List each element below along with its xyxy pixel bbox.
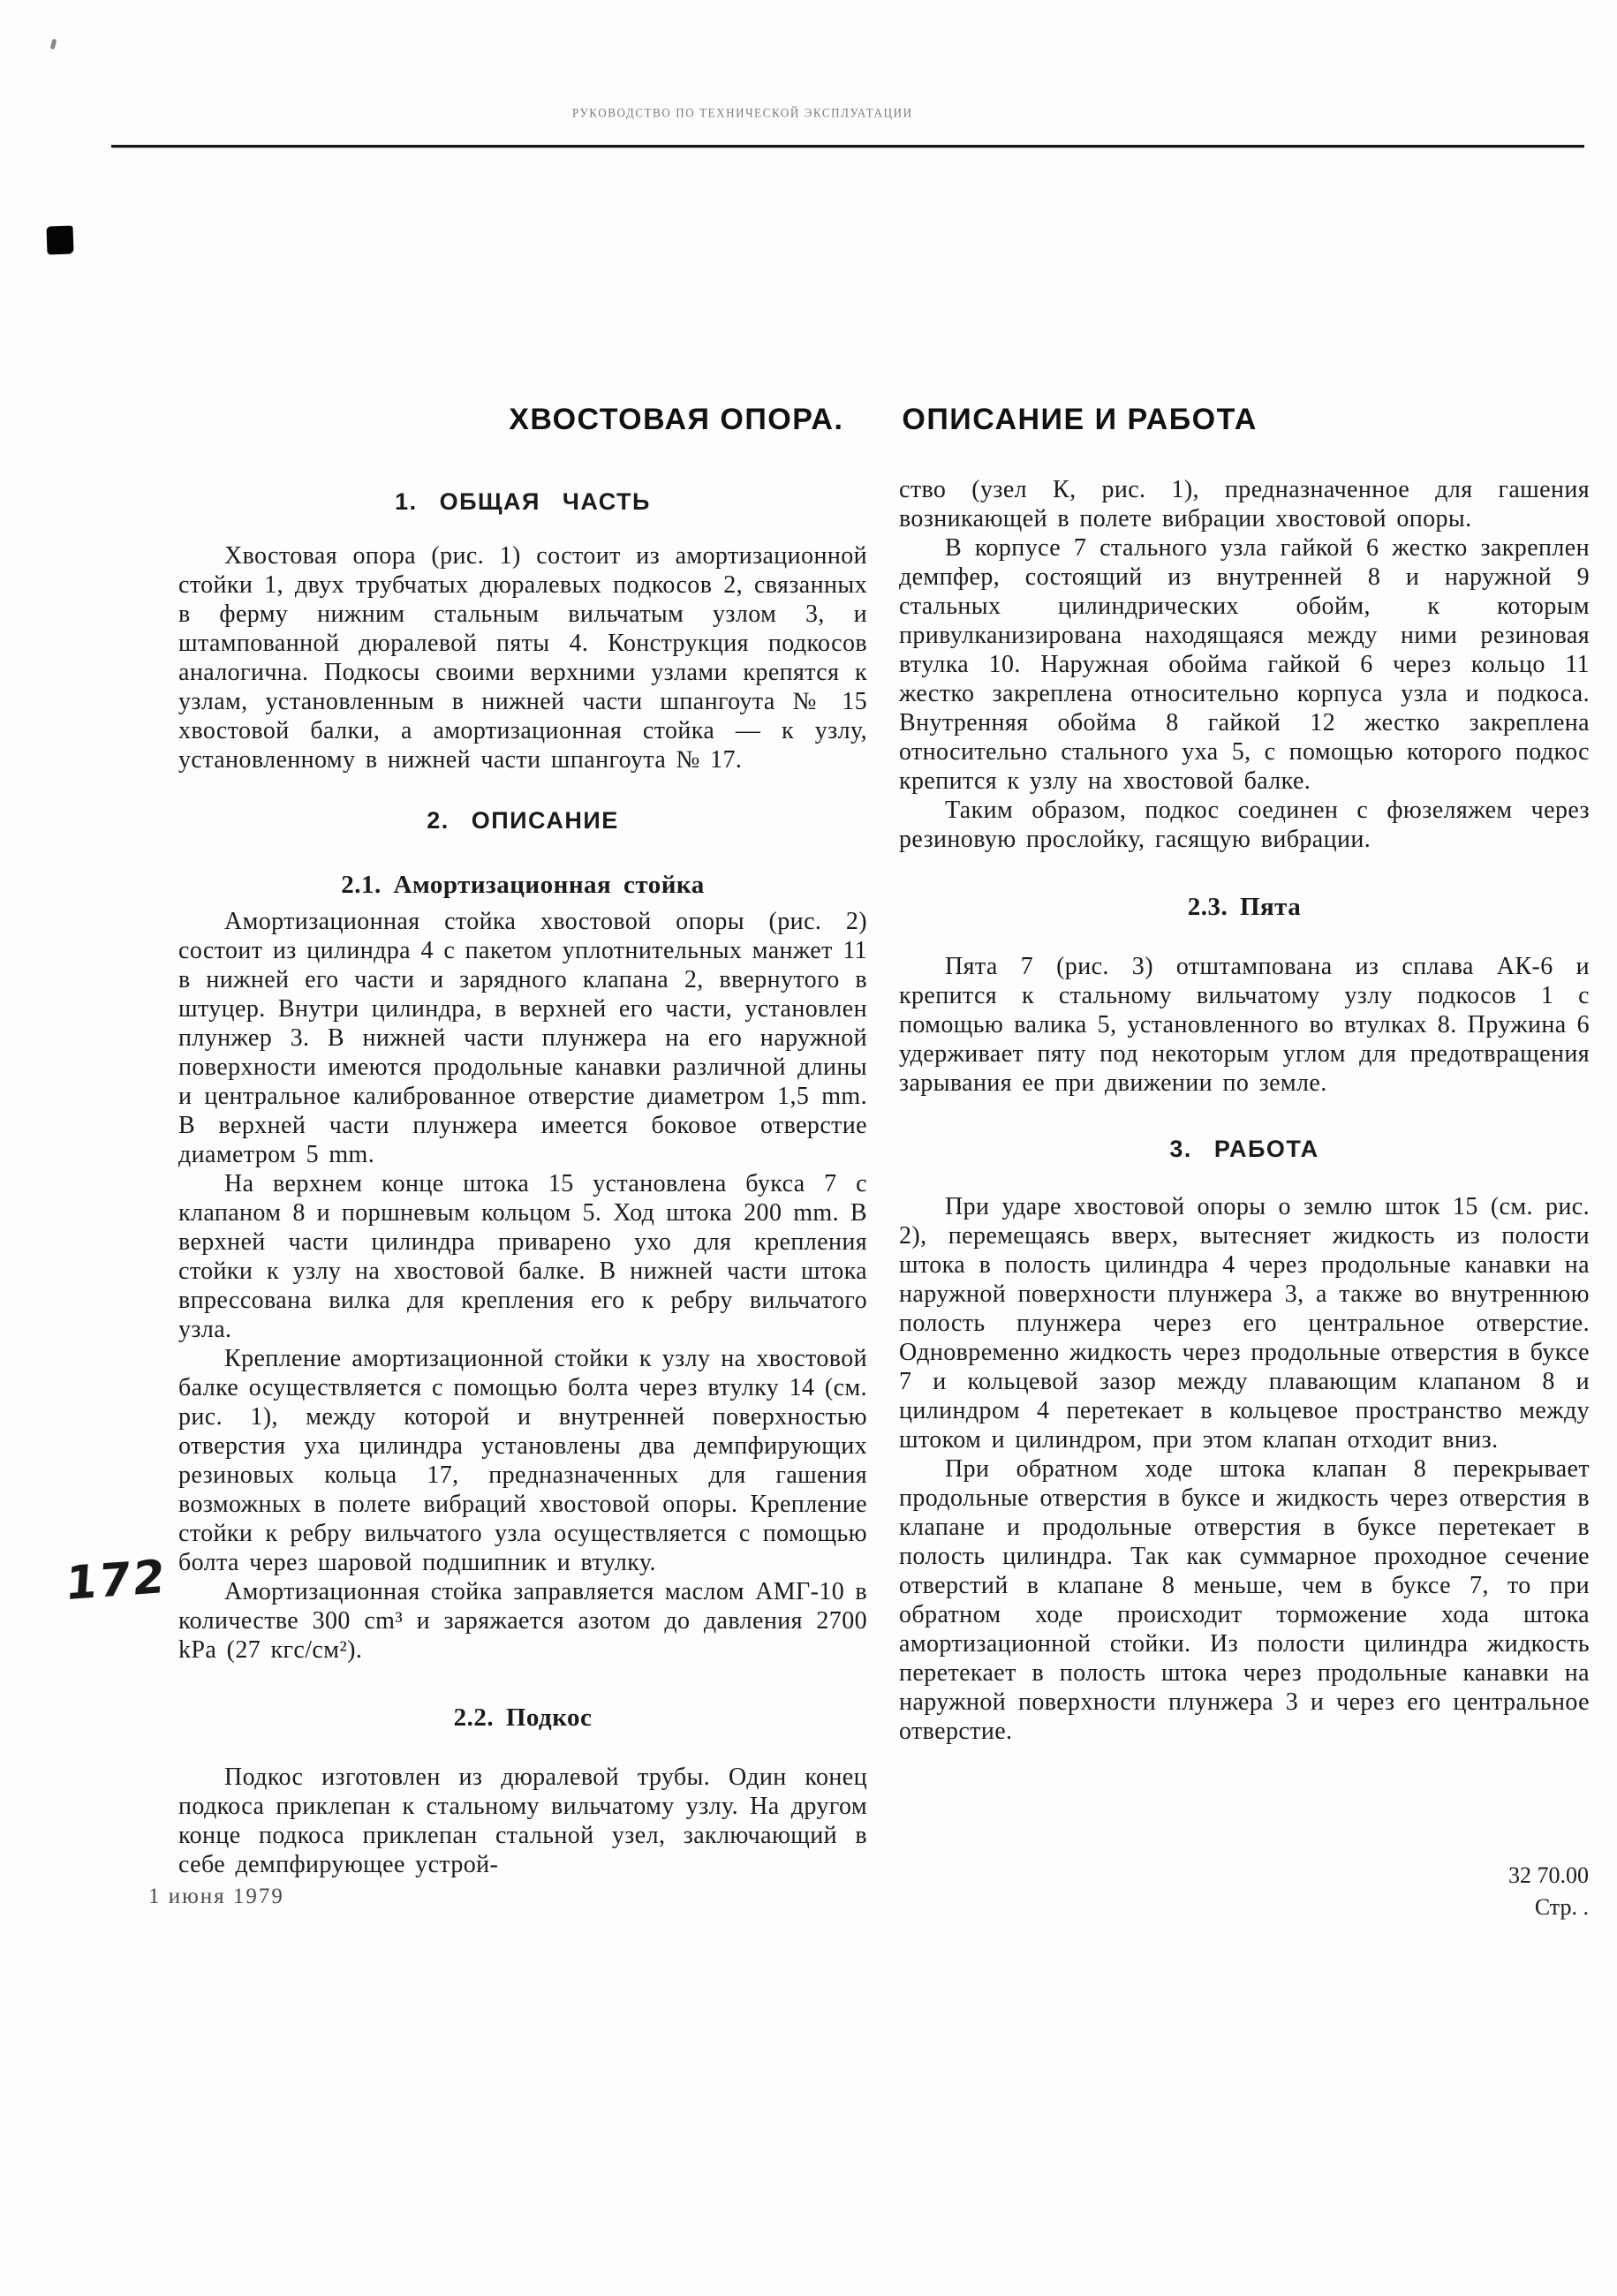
paragraph-operation-2: При обратном ходе штока клапан 8 перекрывает продольные отверстия в буксе и жидкость через отверстия в клапане и продольные отверстия в буксе перетекает в полость цилиндра. Так как суммарное проходное сечение отверстий в клапане 8 меньше, чем в буксе 7, то при обратном ходе происходит торможение хода штока амортизационной стойки. Из полости цилиндра жидкость перетекает в полость штока через продольные канавки на наружной поверхности плунжера 3 и через его центральное отверстие. xyxy=(899,1455,1590,1745)
heading-brace: 2.2. Подкос xyxy=(453,1703,593,1732)
heading-general-part: 1. ОБЩАЯ ЧАСТЬ xyxy=(395,488,651,515)
heading-description: 2. ОПИСАНИЕ xyxy=(427,807,619,834)
right-column xyxy=(899,475,1590,1746)
paragraph-strut-4: Амортизационная стойка заправляется маслом АМГ-10 в количестве 300 cm³ и заряжается азотом до давления 2700 kPa (27 кгс/см²). xyxy=(178,1578,867,1664)
paragraph-brace-1: Подкос изготовлен из дюралевой трубы. Один конец подкоса приклепан к стальному вильчатому узлу. На другом конце подкоса приклепан стальной узел, заключающий в себе демпфирующее устрой- xyxy=(178,1764,867,1878)
footer-reference-block xyxy=(1508,1860,1589,1923)
ink-blot xyxy=(46,225,73,254)
footer-date: 1 июня 1979 xyxy=(148,1884,284,1908)
left-column xyxy=(178,475,867,1879)
paragraph-brace-3: В корпусе 7 стального узла гайкой 6 жестко закреплен демпфер, состоящий из внутренней 8 и наружной 9 стальных цилиндрических обойм, к которым привулканизирована находящаяся между ними резиновая втулка 10. Наружная обойма гайкой 6 через кольцо 11 жестко закреплена относительно корпуса узла и подкоса. Внутренняя обойма 8 гайкой 12 жестко закреплена относительно стального уха 5, с помощью которого подкос крепится к узлу на хвостовой балке. xyxy=(899,534,1590,795)
page-title-part-1: ХВОСТОВАЯ ОПОРА. xyxy=(509,403,844,436)
page-title-part-2: ОПИСАНИЕ И РАБОТА xyxy=(902,403,1258,436)
paragraph-general: Хвостовая опора (рис. 1) состоит из амортизационной стойки 1, двух трубчатых дюралевых подкосов 2, связанных в ферму нижним стальным вильчатым узлом 3, и штампованной дюралевой пяты 4. Конструкция подкосов аналогична. Подкосы своими верхними узлами крепятся к узлам, установленным в нижней части шпангоута № 15 хвостовой балки, а амортизационная стойка — к узлу, установленному в нижней части шпангоута № 17. xyxy=(178,542,867,774)
paragraph-brace-4: Таким образом, подкос соединен с фюзеляжем через резиновую прослойку, гасящую вибрации. xyxy=(899,797,1590,853)
paragraph-strut-2: На верхнем конце штока 15 установлена букса 7 с клапаном 8 и поршневым кольцом 5. Ход штока 200 mm. В верхней части цилиндра приварено ухо для крепления стойки к узлу на хвостовой балке. В нижней части штока впрессована вилка для крепления его к ребру вильчатого узла. xyxy=(178,1170,867,1343)
paragraph-strut-3: Крепление амортизационной стойки к узлу на хвостовой балке осуществляется с помощью болта через втулку 14 (см. рис. 1), между которой и внутренней поверхностью отверстия уха цилиндра установлены два демпфирующих резиновых кольца 17, предназначенных для гашения возможных в полете вибраций хвостовой опоры. Крепление стойки к ребру вильчатого узла осуществляется с помощью болта через шаровой подшипник и втулку. xyxy=(178,1345,867,1576)
scan-speck xyxy=(50,39,57,50)
page-title xyxy=(177,403,1590,437)
handwritten-page-number: 172 xyxy=(64,1550,169,1612)
paragraph-heel: Пята 7 (рис. 3) отштампована из сплава АК-6 и крепится к стальному вильчатому узлу подкосов 1 с помощью валика 5, установленного во втулках 8. Пружина 6 удерживает пяту под некоторым углом для предотвращения зарывания ее при движении по земле. xyxy=(899,953,1590,1097)
heading-shock-strut: 2.1. Амортизационная стойка xyxy=(341,871,705,899)
paragraph-brace-2: ство (узел К, рис. 1), предназначенное для гашения возникающей в полете вибрации хвостовой опоры. xyxy=(899,476,1590,532)
footer-doc-code: 32 70.00 xyxy=(1508,1862,1589,1888)
running-header: РУКОВОДСТВО ПО ТЕХНИЧЕСКОЙ ЭКСПЛУАТАЦИИ xyxy=(572,104,913,121)
paragraph-strut-1: Амортизационная стойка хвостовой опоры (рис. 2) состоит из цилиндра 4 с пакетом уплотнительных манжет 11 в нижней его части и зарядного клапана 2, ввернутого в штуцер. Внутри цилиндра, в верхней его части, установлен плунжер 3. В нижней части плунжера на его наружной поверхности имеются продольные канавки различной длины и центральное калиброванное отверстие диаметром 1,5 mm. В верхней части плунжера имеется боковое отверстие диаметром 5 mm. xyxy=(178,908,867,1168)
footer-page-label: Стр. . xyxy=(1534,1894,1589,1920)
paragraph-operation-1: При ударе хвостовой опоры о землю шток 15 (см. рис. 2), перемещаясь вверх, вытесняет жидкость из полости штока в полость цилиндра 4 через продольные канавки на наружной поверхности плунжера 3, а также во внутреннюю полость плунжера через его центральное отверстие. Одновременно жидкость через продольные отверстия в буксе 7 и кольцевой зазор между плавающим клапаном 8 и цилиндром 4 перетекает в кольцевое пространство между штоком и цилиндром, при этом клапан отходит вниз. xyxy=(899,1193,1590,1454)
heading-heel: 2.3. Пята xyxy=(1187,893,1302,921)
header-rule xyxy=(111,145,1584,147)
heading-operation: 3. РАБОТА xyxy=(1169,1136,1319,1162)
